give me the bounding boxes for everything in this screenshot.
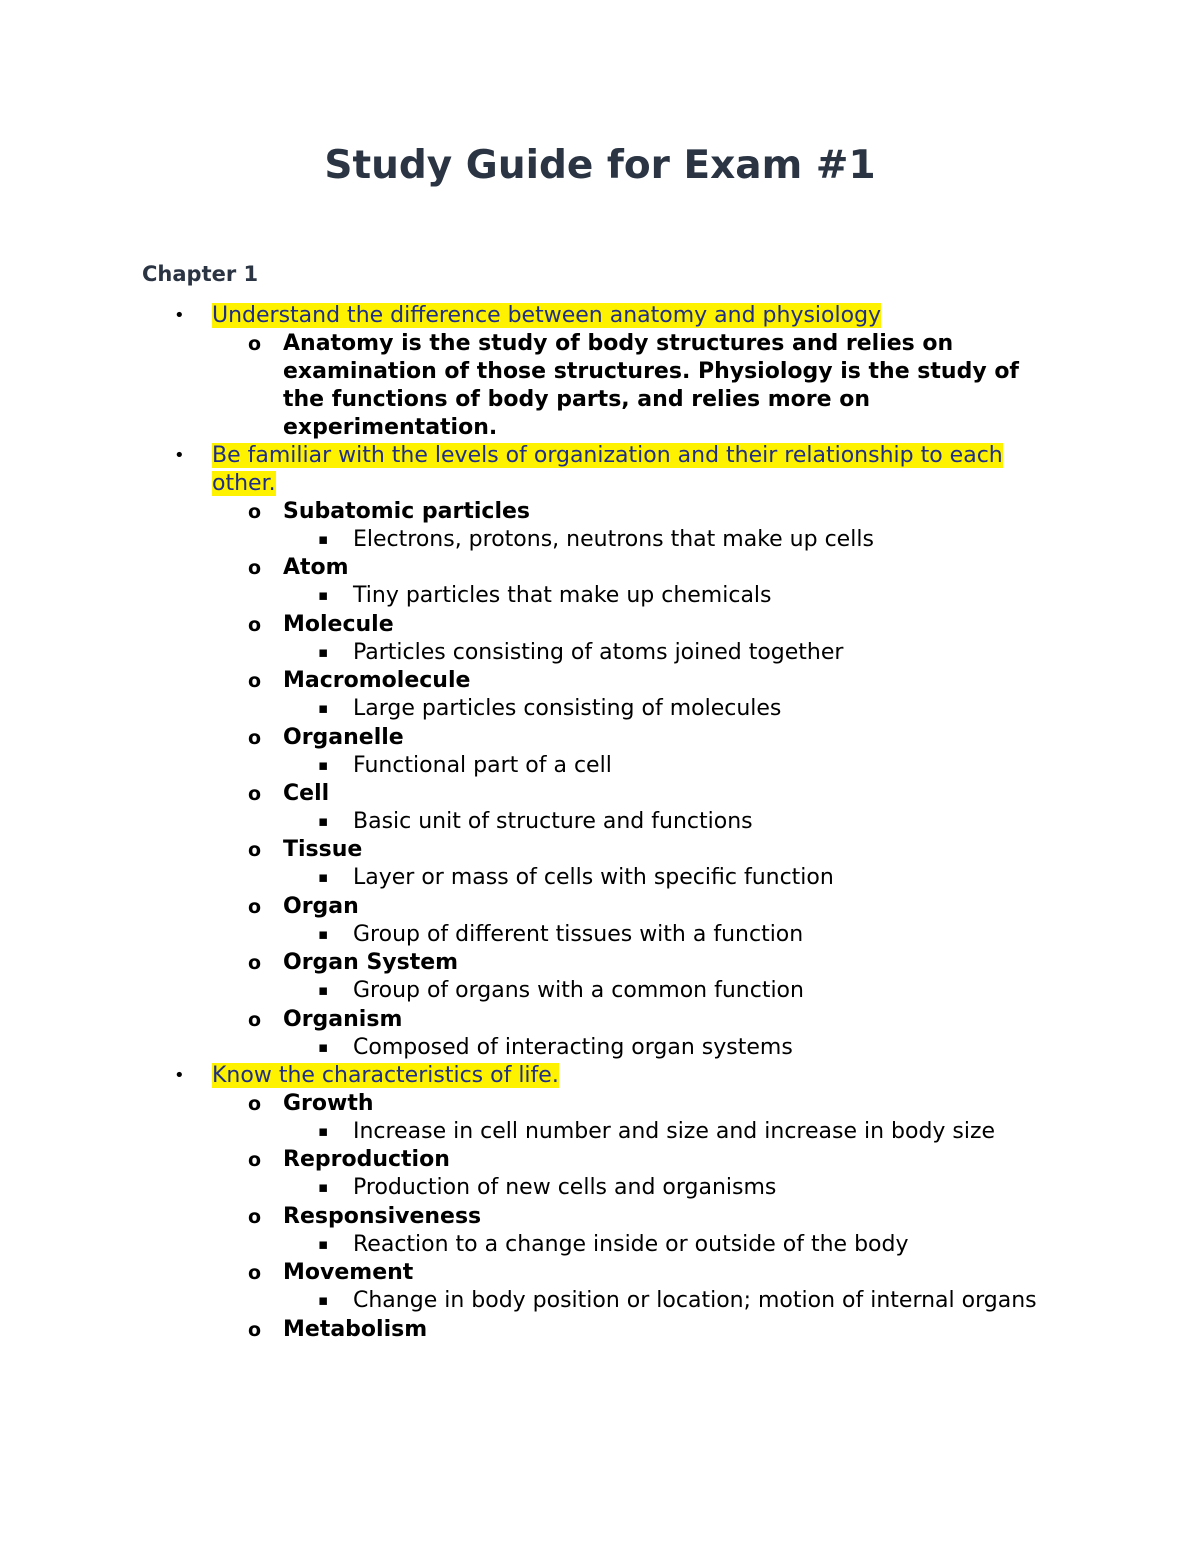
term-item [0, 1146, 1043, 1174]
detail-label: Large particles consisting of molecules [353, 696, 782, 722]
term-label: Organ [283, 893, 359, 919]
answer-label: Anatomy is the study of body structures and relies on examination of those structures. Physiology is the study of the functions of body parts, and relies more on experimentation. [283, 331, 1020, 440]
answer-text [0, 330, 1043, 442]
highlighted-objective: Be familiar with the levels of organization and their relationship to each other. [212, 443, 1003, 496]
term-label: Growth [283, 1091, 374, 1117]
circle-bullet-icon: o [248, 952, 262, 975]
chapter-heading: Chapter 1 [142, 262, 259, 286]
circle-bullet-icon: o [248, 501, 262, 523]
term-item [0, 554, 1043, 582]
circle-bullet-icon: o [248, 1008, 262, 1031]
detail-label: Reaction to a change inside or outside of the body [353, 1231, 909, 1257]
outline-item [0, 442, 1072, 498]
square-bullet-icon: ▪ [318, 755, 329, 774]
square-bullet-icon: ▪ [318, 812, 329, 831]
bullet-icon: • [174, 445, 185, 466]
detail-label: Composed of interacting organ systems [353, 1034, 793, 1060]
circle-bullet-icon: o [248, 1262, 262, 1285]
detail-label: Group of organs with a common function [353, 978, 804, 1004]
term-detail [0, 1174, 1053, 1202]
circle-bullet-icon: o [248, 895, 262, 918]
square-bullet-icon: ▪ [318, 1234, 329, 1253]
term-label: Organelle [283, 724, 404, 750]
term-detail [0, 1287, 1053, 1315]
detail-label: Group of different tissues with a function [353, 921, 804, 947]
square-bullet-icon: ▪ [318, 530, 329, 548]
outline-item [0, 302, 1072, 330]
square-bullet-icon: ▪ [318, 1291, 329, 1310]
term-detail [0, 1034, 1053, 1062]
term-detail [0, 1231, 1053, 1259]
term-item [0, 724, 1043, 752]
square-bullet-icon: ▪ [318, 1178, 329, 1197]
outline-item [0, 1062, 1072, 1090]
highlighted-objective: Understand the difference between anatomy and physiology [212, 303, 882, 328]
term-detail [0, 526, 1053, 554]
term-item [0, 498, 1043, 526]
term-detail [0, 977, 1053, 1005]
term-label: Molecule [283, 611, 394, 637]
square-bullet-icon: ▪ [318, 1122, 329, 1141]
term-detail [0, 752, 1053, 780]
term-item [0, 836, 1043, 864]
square-bullet-icon: ▪ [318, 586, 329, 605]
term-detail [0, 582, 1053, 610]
detail-label: Basic unit of structure and functions [353, 809, 753, 835]
bullet-icon: • [174, 1065, 185, 1087]
circle-bullet-icon: o [248, 839, 262, 862]
detail-label: Tiny particles that make up chemicals [353, 583, 772, 609]
term-label: Movement [283, 1260, 414, 1286]
page-title: Study Guide for Exam #1 [324, 143, 876, 188]
highlighted-objective: Know the characteristics of life. [212, 1063, 559, 1089]
detail-label: Layer or mass of cells with specific function [353, 865, 834, 891]
term-label: Metabolism [283, 1316, 428, 1342]
detail-label: Production of new cells and organisms [353, 1175, 777, 1201]
term-detail [0, 921, 1053, 949]
term-item [0, 1203, 1043, 1231]
term-label: Tissue [283, 837, 363, 863]
term-label: Cell [283, 781, 330, 807]
detail-label: Change in body position or location; motion of internal organs [353, 1288, 1037, 1314]
term-label: Organ System [283, 950, 459, 976]
term-item [0, 1090, 1043, 1118]
term-item [0, 1316, 1043, 1344]
square-bullet-icon: ▪ [318, 981, 329, 1000]
term-detail [0, 1118, 1053, 1146]
term-item [0, 893, 1043, 921]
term-label: Macromolecule [283, 668, 471, 694]
study-guide-list [0, 302, 1200, 1344]
term-label: Responsiveness [283, 1203, 482, 1229]
circle-bullet-icon: o [248, 613, 262, 636]
term-label: Atom [283, 555, 349, 581]
term-label: Reproduction [283, 1147, 450, 1173]
circle-bullet-icon: o [248, 1149, 262, 1172]
term-item [0, 667, 1043, 695]
square-bullet-icon: ▪ [318, 868, 329, 887]
square-bullet-icon: ▪ [318, 699, 329, 718]
term-label: Organism [283, 1006, 403, 1032]
square-bullet-icon: ▪ [318, 642, 329, 661]
term-item [0, 780, 1043, 808]
square-bullet-icon: ▪ [318, 924, 329, 943]
detail-label: Particles consisting of atoms joined together [353, 639, 844, 665]
term-item [0, 949, 1043, 977]
detail-label: Electrons, protons, neutrons that make up cells [353, 527, 874, 552]
term-label: Subatomic particles [283, 499, 530, 524]
term-item [0, 1259, 1043, 1287]
term-item [0, 1006, 1043, 1034]
circle-bullet-icon: o [248, 557, 262, 580]
circle-bullet-icon: o [248, 1205, 262, 1228]
circle-bullet-icon: o [248, 726, 262, 749]
term-detail [0, 639, 1053, 667]
term-detail [0, 695, 1053, 723]
circle-bullet-icon: o [248, 1093, 262, 1116]
term-detail [0, 864, 1053, 892]
term-detail [0, 808, 1053, 836]
circle-bullet-icon: o [248, 333, 262, 355]
term-item [0, 611, 1043, 639]
circle-bullet-icon: o [248, 783, 262, 806]
square-bullet-icon: ▪ [318, 1037, 329, 1056]
circle-bullet-icon: o [248, 1318, 262, 1341]
bullet-icon: • [174, 305, 185, 326]
detail-label: Functional part of a cell [353, 752, 612, 778]
detail-label: Increase in cell number and size and increase in body size [353, 1119, 996, 1145]
circle-bullet-icon: o [248, 670, 262, 693]
